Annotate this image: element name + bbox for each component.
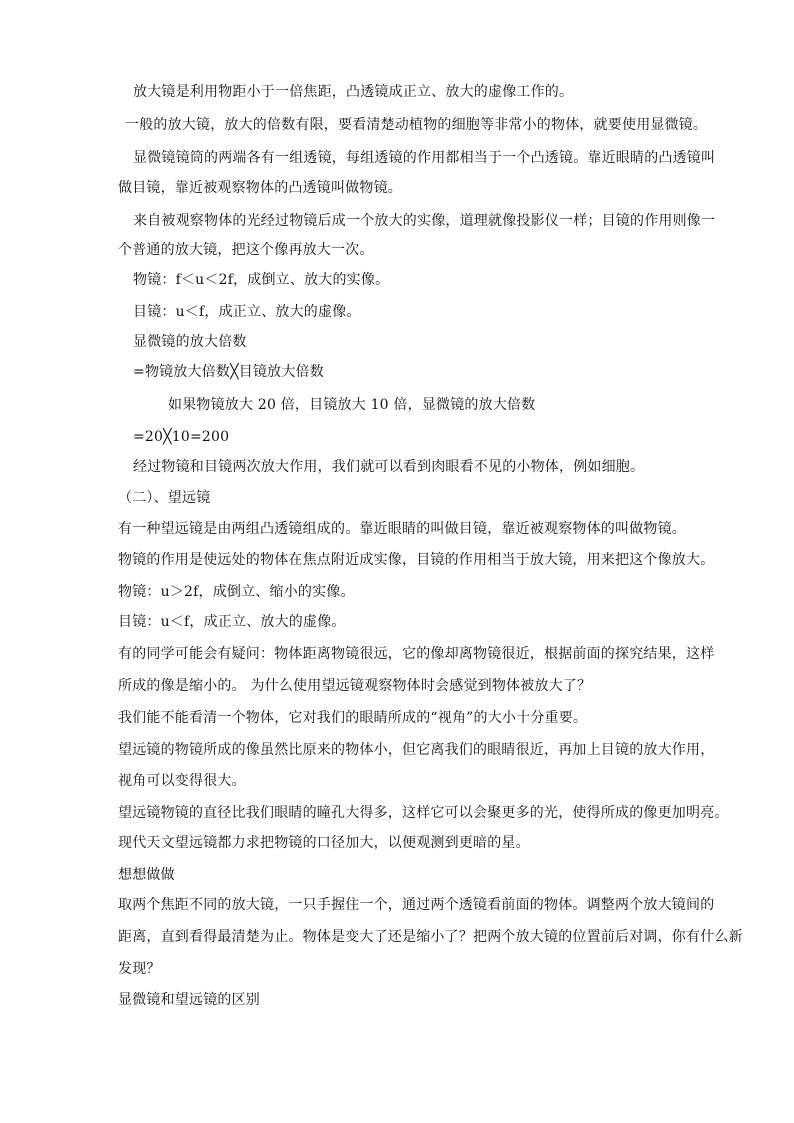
text-line: 显微镜的放大倍数 — [133, 334, 247, 350]
text-line: 显微镜镜筒的两端各有一组透镜，每组透镜的作用都相当于一个凸透镜。靠近眼睛的凸透镜叫 — [133, 150, 716, 166]
text-line: =物镜放大倍数╳目镜放大倍数 — [133, 364, 324, 380]
text-line: =20╳10=200 — [133, 429, 230, 445]
text-line: 望远镜的物镜所成的像虽然比原来的物体小，但它离我们的眼睛很近，再加上目镜的放大作用， — [118, 742, 715, 758]
text-line: 有的同学可能会有疑问：物体距离物镜很远，它的像却离物镜很近，根据前面的探究结果，这样 — [118, 646, 715, 662]
text-line: 我们能不能看清一个物体，它对我们的眼睛所成的“视角”的大小十分重要。 — [118, 710, 588, 726]
text-line: 放大镜是利用物距小于一倍焦距，凸透镜成正立、放大的虚像工作的。 — [133, 84, 574, 100]
subheading: 想想做做 — [118, 867, 175, 883]
text-line: 物镜：u＞2f，成倒立、缩小的实像。 — [118, 584, 355, 600]
text-line: 视角可以变得很大。 — [118, 773, 246, 789]
text-line: 如果物镜放大 20 倍，目镜放大 10 倍，显微镜的放大倍数 — [168, 397, 536, 413]
text-line: 物镜的作用是使远处的物体在焦点附近成实像，目镜的作用相当于放大镜，用来把这个像放大。 — [118, 552, 715, 568]
text-line: 望远镜物镜的直径比我们眼睛的瞳孔大得多，这样它可以会聚更多的光，使得所成的像更加明亮。 — [118, 805, 729, 821]
text-line: 目镜：u＜f，成正立、放大的虚像。 — [118, 614, 346, 630]
text-line: 距离，直到看得最清楚为止。物体是变大了还是缩小了？把两个放大镜的位置前后对调，你有什么新 — [118, 929, 743, 945]
text-line: 目镜：u＜f，成正立、放大的虚像。 — [133, 304, 361, 320]
text-line: 经过物镜和目镜两次放大作用，我们就可以看到肉眼看不见的小物体，例如细胞。 — [133, 459, 645, 475]
text-line: 有一种望远镜是由两组凸透镜组成的。靠近眼睛的叫做目镜，靠近被观察物体的叫做物镜。 — [118, 521, 686, 537]
text-line: 物镜：f＜u＜2f，成倒立、放大的实像。 — [133, 272, 390, 288]
text-line: 所成的像是缩小的。 为什么使用望远镜观察物体时会感觉到物体被放大了？ — [118, 678, 592, 694]
text-line: 做目镜，靠近被观察物体的凸透镜叫做物镜。 — [118, 180, 402, 196]
text-line: 现代天文望远镜都力求把物镜的口径加大，以便观测到更暗的星。 — [118, 835, 530, 851]
subheading: 显微镜和望远镜的区别 — [118, 992, 260, 1008]
section-heading: （二）、望远镜 — [118, 490, 211, 506]
text-line: 取两个焦距不同的放大镜，一只手握住一个，通过两个透镜看前面的物体。调整两个放大镜间的 — [118, 897, 715, 913]
text-line: 来自被观察物体的光经过物镜后成一个放大的实像，道理就像投影仪一样；目镜的作用则像一 — [133, 213, 716, 229]
text-line: 个普通的放大镜，把这个像再放大一次。 — [118, 242, 374, 258]
text-line: 发现？ — [118, 961, 161, 977]
text-line: 一般的放大镜，放大的倍数有限，要看清楚动植物的细胞等非常小的物体，就要使用显微镜。 — [125, 117, 708, 133]
